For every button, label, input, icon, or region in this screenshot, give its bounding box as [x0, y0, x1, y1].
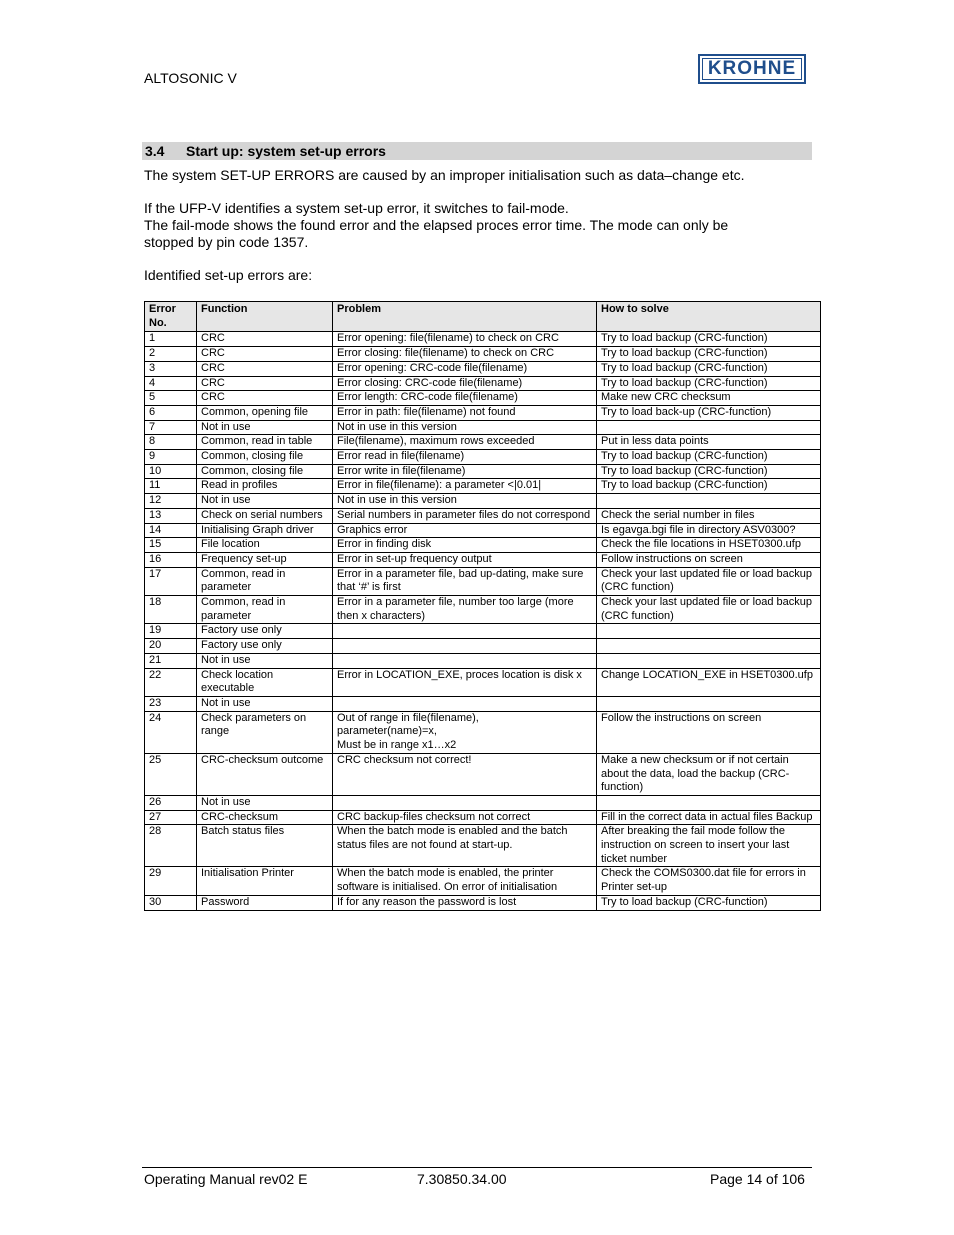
table-row	[145, 795, 821, 810]
function-cell: CRC-checksum outcome	[197, 753, 333, 795]
how-to-solve-cell	[597, 420, 821, 435]
footer-manual-rev: Operating Manual rev02 E	[144, 1171, 308, 1187]
error-no-cell: 28	[145, 825, 197, 867]
function-cell: CRC	[197, 391, 333, 406]
how-to-solve-cell: After breaking the fail mode follow the instruction on screen to insert your last ticket number	[597, 825, 821, 867]
how-to-solve-cell: Follow the instructions on screen	[597, 711, 821, 753]
problem-cell: Not in use in this version	[333, 420, 597, 435]
problem-cell: CRC checksum not correct!	[333, 753, 597, 795]
errors-list-intro: Identified set-up errors are:	[144, 267, 313, 283]
section-title: Start up: system set-up errors	[186, 143, 386, 159]
error-no-cell: 6	[145, 405, 197, 420]
table-row	[145, 405, 821, 420]
function-cell: Common, read in parameter	[197, 567, 333, 595]
table-row	[145, 508, 821, 523]
error-no-cell: 12	[145, 494, 197, 509]
how-to-solve-cell: Check the COMS0300.dat file for errors in Printer set-up	[597, 867, 821, 895]
problem-cell	[333, 639, 597, 654]
header-function: Function	[197, 302, 333, 332]
error-no-cell: 23	[145, 696, 197, 711]
function-cell: Not in use	[197, 653, 333, 668]
function-cell: CRC	[197, 376, 333, 391]
how-to-solve-cell: Try to load backup (CRC-function)	[597, 464, 821, 479]
footer-doc-number: 7.30850.34.00	[417, 1171, 507, 1187]
table-row	[145, 668, 821, 696]
problem-cell: Error in set-up frequency output	[333, 552, 597, 567]
error-no-cell: 13	[145, 508, 197, 523]
problem-cell: When the batch mode is enabled and the batch status files are not found at start-up.	[333, 825, 597, 867]
fail-mode-paragraph-line2: The fail-mode shows the found error and the elapsed proces error time. The mode can only be stopped by pin code 1357.	[144, 217, 729, 250]
table-row	[145, 753, 821, 795]
table-row	[145, 696, 821, 711]
how-to-solve-cell: Try to load backup (CRC-function)	[597, 361, 821, 376]
problem-cell: Error length: CRC-code file(filename)	[333, 391, 597, 406]
problem-cell: When the batch mode is enabled, the printer software is initialised. On error of initialisation	[333, 867, 597, 895]
how-to-solve-cell: Fill in the correct data in actual files Backup	[597, 810, 821, 825]
problem-cell: Error in LOCATION_EXE, proces location is disk x	[333, 668, 597, 696]
error-no-cell: 5	[145, 391, 197, 406]
error-no-cell: 17	[145, 567, 197, 595]
function-cell: Factory use only	[197, 624, 333, 639]
table-row	[145, 538, 821, 553]
header-how-to-solve: How to solve	[597, 302, 821, 332]
error-no-cell: 7	[145, 420, 197, 435]
table-row	[145, 653, 821, 668]
error-no-cell: 11	[145, 479, 197, 494]
table-row	[145, 810, 821, 825]
problem-cell	[333, 795, 597, 810]
how-to-solve-cell	[597, 639, 821, 654]
problem-cell	[333, 696, 597, 711]
error-no-cell: 24	[145, 711, 197, 753]
section-heading	[142, 142, 812, 160]
table-row	[145, 867, 821, 895]
function-cell: Not in use	[197, 494, 333, 509]
function-cell: Initialisation Printer	[197, 867, 333, 895]
error-no-cell: 27	[145, 810, 197, 825]
table-row	[145, 347, 821, 362]
how-to-solve-cell: Try to load backup (CRC-function)	[597, 347, 821, 362]
fail-mode-paragraph-line1: If the UFP-V identifies a system set-up error, it switches to fail-mode.	[144, 200, 569, 216]
error-no-cell: 21	[145, 653, 197, 668]
problem-cell: If for any reason the password is lost	[333, 895, 597, 910]
how-to-solve-cell: Is egavga.bgi file in directory ASV0300?	[597, 523, 821, 538]
function-cell: Initialising Graph driver	[197, 523, 333, 538]
error-no-cell: 29	[145, 867, 197, 895]
how-to-solve-cell: Follow instructions on screen	[597, 552, 821, 567]
krohne-logo	[698, 54, 806, 84]
error-no-cell: 2	[145, 347, 197, 362]
footer-divider	[142, 1167, 812, 1168]
function-cell: Frequency set-up	[197, 552, 333, 567]
function-cell: Common, closing file	[197, 464, 333, 479]
function-cell: Not in use	[197, 795, 333, 810]
function-cell: Check on serial numbers	[197, 508, 333, 523]
table-header-row	[145, 302, 821, 332]
how-to-solve-cell: Try to load backup (CRC-function)	[597, 332, 821, 347]
function-cell: Factory use only	[197, 639, 333, 654]
how-to-solve-cell: Try to load back-up (CRC-function)	[597, 405, 821, 420]
problem-cell: CRC backup-files checksum not correct	[333, 810, 597, 825]
error-no-cell: 22	[145, 668, 197, 696]
table-row	[145, 435, 821, 450]
table-row	[145, 361, 821, 376]
function-cell: Check location executable	[197, 668, 333, 696]
table-row	[145, 825, 821, 867]
problem-cell: Out of range in file(filename), parameter(name)=x, Must be in range x1…x2	[333, 711, 597, 753]
table-row	[145, 624, 821, 639]
problem-cell: Error read in file(filename)	[333, 450, 597, 465]
error-no-cell: 4	[145, 376, 197, 391]
function-cell: Common, opening file	[197, 405, 333, 420]
table-row	[145, 895, 821, 910]
function-cell: Not in use	[197, 420, 333, 435]
footer-page-number: Page 14 of 106	[710, 1171, 805, 1187]
function-cell: CRC-checksum	[197, 810, 333, 825]
problem-cell	[333, 653, 597, 668]
function-cell: CRC	[197, 332, 333, 347]
table-row	[145, 523, 821, 538]
problem-cell: Error in finding disk	[333, 538, 597, 553]
table-row	[145, 711, 821, 753]
function-cell: Batch status files	[197, 825, 333, 867]
how-to-solve-cell	[597, 624, 821, 639]
table-row	[145, 494, 821, 509]
how-to-solve-cell: Put in less data points	[597, 435, 821, 450]
table-row	[145, 479, 821, 494]
function-cell: Common, read in table	[197, 435, 333, 450]
function-cell: Not in use	[197, 696, 333, 711]
problem-cell: Error in path: file(filename) not found	[333, 405, 597, 420]
how-to-solve-cell: Try to load backup (CRC-function)	[597, 895, 821, 910]
how-to-solve-cell	[597, 653, 821, 668]
table-row	[145, 596, 821, 624]
error-no-cell: 20	[145, 639, 197, 654]
problem-cell: Error closing: CRC-code file(filename)	[333, 376, 597, 391]
problem-cell: Graphics error	[333, 523, 597, 538]
how-to-solve-cell	[597, 494, 821, 509]
how-to-solve-cell: Check the serial number in files	[597, 508, 821, 523]
function-cell: CRC	[197, 361, 333, 376]
problem-cell	[333, 624, 597, 639]
function-cell: Check parameters on range	[197, 711, 333, 753]
function-cell: File location	[197, 538, 333, 553]
table-row	[145, 391, 821, 406]
error-no-cell: 25	[145, 753, 197, 795]
table-row	[145, 376, 821, 391]
error-no-cell: 10	[145, 464, 197, 479]
how-to-solve-cell: Try to load backup (CRC-function)	[597, 376, 821, 391]
error-no-cell: 1	[145, 332, 197, 347]
table-row	[145, 450, 821, 465]
how-to-solve-cell	[597, 795, 821, 810]
section-number: 3.4	[145, 143, 165, 159]
problem-cell: File(filename), maximum rows exceeded	[333, 435, 597, 450]
error-no-cell: 15	[145, 538, 197, 553]
problem-cell: Error in file(filename): a parameter <|0.01|	[333, 479, 597, 494]
how-to-solve-cell: Change LOCATION_EXE in HSET0300.ufp	[597, 668, 821, 696]
error-no-cell: 14	[145, 523, 197, 538]
table-body	[145, 332, 821, 910]
problem-cell: Error opening: CRC-code file(filename)	[333, 361, 597, 376]
header-error-no: Error No.	[145, 302, 197, 332]
problem-cell: Not in use in this version	[333, 494, 597, 509]
how-to-solve-cell: Check your last updated file or load backup (CRC function)	[597, 596, 821, 624]
error-no-cell: 18	[145, 596, 197, 624]
error-no-cell: 8	[145, 435, 197, 450]
function-cell: Common, read in parameter	[197, 596, 333, 624]
function-cell: Common, closing file	[197, 450, 333, 465]
problem-cell: Error opening: file(filename) to check on CRC	[333, 332, 597, 347]
error-no-cell: 26	[145, 795, 197, 810]
table-row	[145, 464, 821, 479]
intro-paragraph: The system SET-UP ERRORS are caused by an improper initialisation such as data–change etc.	[144, 167, 745, 183]
problem-cell: Error closing: file(filename) to check on CRC	[333, 347, 597, 362]
function-cell: Password	[197, 895, 333, 910]
problem-cell: Serial numbers in parameter files do not correspond	[333, 508, 597, 523]
how-to-solve-cell: Check the file locations in HSET0300.ufp	[597, 538, 821, 553]
how-to-solve-cell: Make a new checksum or if not certain about the data, load the backup (CRC-function)	[597, 753, 821, 795]
how-to-solve-cell	[597, 696, 821, 711]
error-no-cell: 3	[145, 361, 197, 376]
table-row	[145, 420, 821, 435]
table-row	[145, 552, 821, 567]
setup-errors-table	[144, 301, 821, 911]
table-row	[145, 639, 821, 654]
problem-cell: Error in a parameter file, number too large (more then x characters)	[333, 596, 597, 624]
document-title: ALTOSONIC V	[144, 70, 237, 86]
error-no-cell: 19	[145, 624, 197, 639]
table-row	[145, 332, 821, 347]
problem-cell: Error in a parameter file, bad up-dating, make sure that ‘#’ is first	[333, 567, 597, 595]
how-to-solve-cell: Check your last updated file or load backup (CRC function)	[597, 567, 821, 595]
how-to-solve-cell: Try to load backup (CRC-function)	[597, 479, 821, 494]
error-no-cell: 16	[145, 552, 197, 567]
logo-text: KROHNE	[702, 58, 802, 80]
table-row	[145, 567, 821, 595]
error-no-cell: 9	[145, 450, 197, 465]
error-no-cell: 30	[145, 895, 197, 910]
header-problem: Problem	[333, 302, 597, 332]
function-cell: Read in profiles	[197, 479, 333, 494]
problem-cell: Error write in file(filename)	[333, 464, 597, 479]
how-to-solve-cell: Make new CRC checksum	[597, 391, 821, 406]
function-cell: CRC	[197, 347, 333, 362]
how-to-solve-cell: Try to load backup (CRC-function)	[597, 450, 821, 465]
